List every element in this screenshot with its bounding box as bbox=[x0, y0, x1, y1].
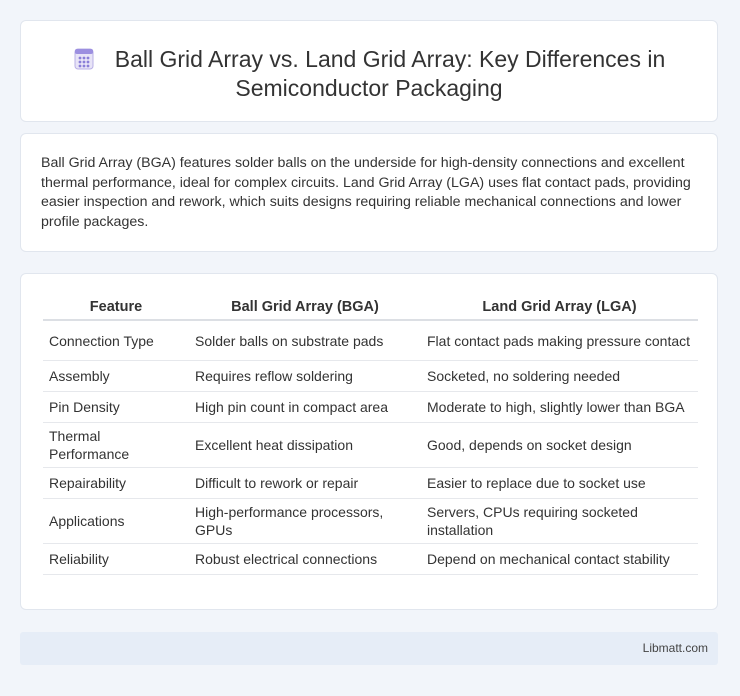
cell-lga: Good, depends on socket design bbox=[421, 423, 698, 468]
title-card bbox=[20, 20, 718, 122]
cell-feature: Thermal Performance bbox=[43, 423, 189, 468]
table-row bbox=[43, 468, 698, 499]
cell-bga: Robust electrical connections bbox=[189, 544, 421, 575]
title-line-2: Semiconductor Packaging bbox=[235, 75, 503, 101]
cell-lga: Depend on mechanical contact stability bbox=[421, 544, 698, 575]
cell-bga: Excellent heat dissipation bbox=[189, 423, 421, 468]
cell-lga: Servers, CPUs requiring socketed installation bbox=[421, 499, 698, 544]
header-bga: Ball Grid Array (BGA) bbox=[189, 294, 421, 320]
cell-lga: Moderate to high, slightly lower than BGA bbox=[421, 392, 698, 423]
comparison-card bbox=[20, 273, 718, 610]
table-row bbox=[43, 320, 698, 361]
header-lga: Land Grid Array (LGA) bbox=[421, 294, 698, 320]
table-row bbox=[43, 499, 698, 544]
cell-bga: Solder balls on substrate pads bbox=[189, 320, 421, 361]
cell-lga: Socketed, no soldering needed bbox=[421, 361, 698, 392]
cell-lga: Flat contact pads making pressure contact bbox=[421, 320, 698, 361]
chip-icon bbox=[73, 48, 95, 70]
cell-feature: Repairability bbox=[43, 468, 189, 499]
footer-brand-link[interactable]: Libmatt.com bbox=[642, 641, 708, 655]
title-line-1: Ball Grid Array vs. Land Grid Array: Key Differences in bbox=[114, 46, 666, 72]
cell-bga: Requires reflow soldering bbox=[189, 361, 421, 392]
cell-feature: Reliability bbox=[43, 544, 189, 575]
table-row bbox=[43, 361, 698, 392]
table-header-row bbox=[43, 294, 698, 320]
cell-lga: Easier to replace due to socket use bbox=[421, 468, 698, 499]
cell-feature: Applications bbox=[43, 499, 189, 544]
table-row bbox=[43, 544, 698, 575]
footer bbox=[20, 632, 718, 665]
summary-text: Ball Grid Array (BGA) features solder balls on the underside for high-density connections and excellent thermal performance, ideal for complex circuits. Land Grid Array (LGA) uses flat contact pads, providing easier inspection and rework, which suits designs requiring reliable mechanical connections and lower profile packages. bbox=[41, 155, 691, 230]
cell-feature: Assembly bbox=[43, 361, 189, 392]
table-row bbox=[43, 423, 698, 468]
comparison-table bbox=[43, 294, 698, 575]
cell-feature: Connection Type bbox=[43, 320, 189, 361]
cell-bga: Difficult to rework or repair bbox=[189, 468, 421, 499]
page-title bbox=[21, 45, 717, 103]
cell-bga: High pin count in compact area bbox=[189, 392, 421, 423]
summary-card bbox=[20, 133, 718, 252]
cell-feature: Pin Density bbox=[43, 392, 189, 423]
table-row bbox=[43, 392, 698, 423]
header-feature: Feature bbox=[43, 294, 189, 320]
cell-bga: High-performance processors, GPUs bbox=[189, 499, 421, 544]
